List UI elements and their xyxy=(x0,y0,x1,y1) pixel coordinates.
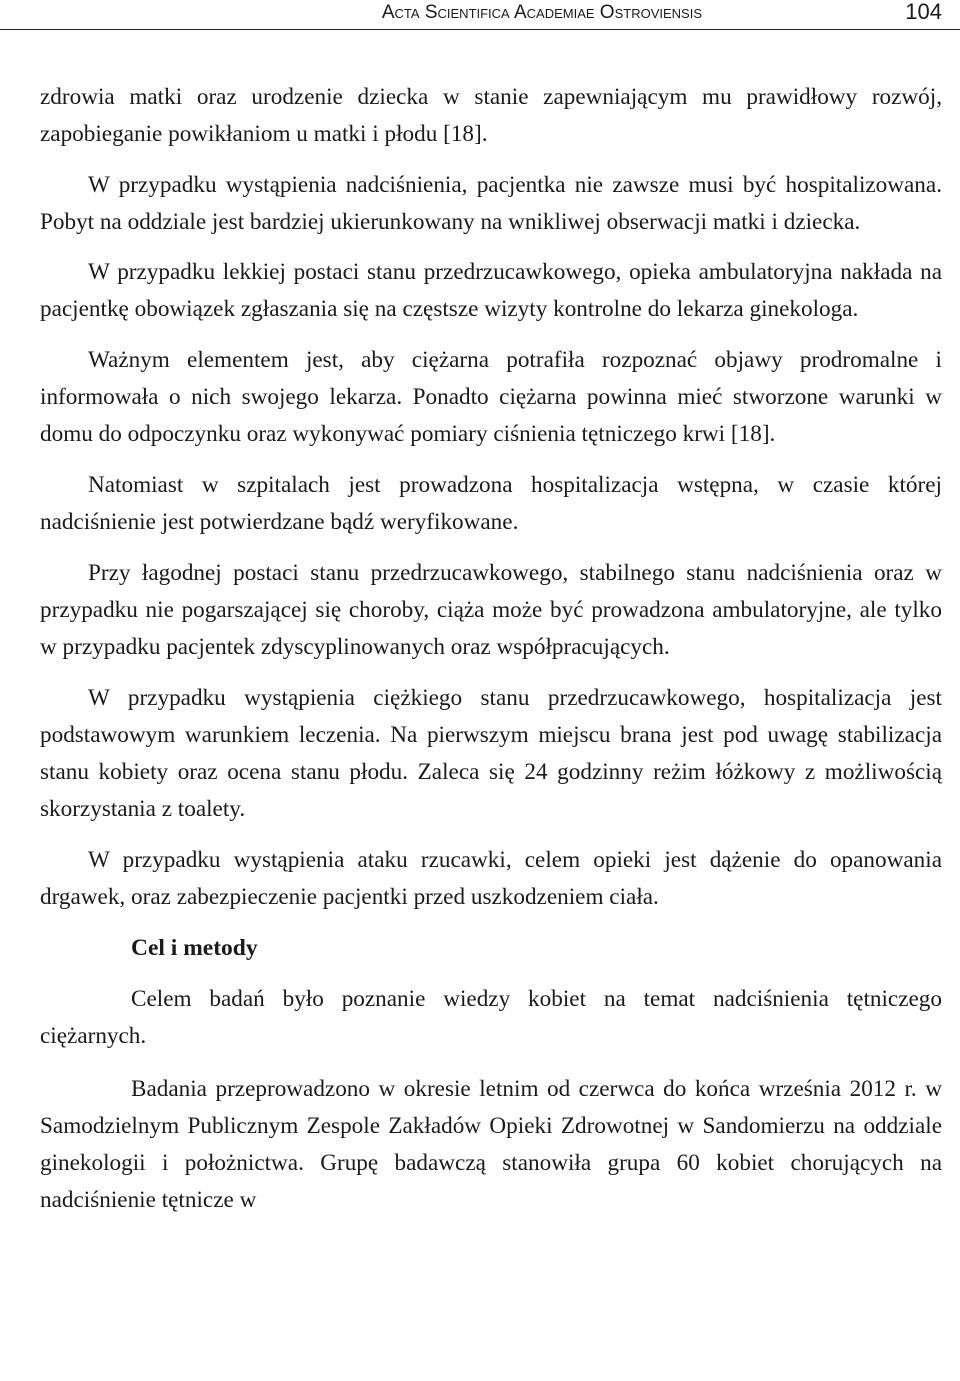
page-header xyxy=(0,0,960,30)
body-paragraph: Natomiast w szpitalach jest prowadzona hospitalizacja wstępna, w czasie której nadciśnienie jest potwierdzane bądź weryfikowane. xyxy=(40,472,942,535)
section-paragraph: Badania przeprowadzono w okresie letnim od czerwca do końca września 2012 r. w Samodzielnym Publicznym Zespole Zakładów Opieki Zdrowotnej w Sandomierzu na oddziale ginekologii i położnictwa. Grupę badawczą stanowiła grupa 60 kobiet chorujących na nadciśnienie tętnicze w xyxy=(40,1076,942,1213)
page-number: 104 xyxy=(905,0,942,24)
body-paragraph: W przypadku lekkiej postaci stanu przedrzucawkowego, opieka ambulatoryjna nakłada na pacjentkę obowiązek zgłaszania się na częstsze wizyty kontrolne do lekarza ginekologa. xyxy=(40,259,942,322)
article-body xyxy=(40,79,942,1219)
body-paragraph: zdrowia matki oraz urodzenie dziecka w stanie zapewniającym mu prawidłowy rozwój, zapobieganie powikłaniom u matki i płodu [18]. xyxy=(40,84,942,147)
body-paragraph: W przypadku wystąpienia ataku rzucawki, celem opieki jest dążenie do opanowania drgawek, oraz zabezpieczenie pacjentki przed uszkodzeniem ciała. xyxy=(40,847,942,910)
section-heading: Cel i metody xyxy=(131,935,258,961)
body-paragraph: Ważnym elementem jest, aby ciężarna potrafiła rozpoznać objawy prodromalne i informowała o nich swojego lekarza. Ponadto ciężarna powinna mieć stworzone warunki w domu do odpoczynku oraz wykonywać pomiary ciśnienia tętniczego krwi [18]. xyxy=(40,347,942,447)
body-paragraph: Przy łagodnej postaci stanu przedrzucawkowego, stabilnego stanu nadciśnienia oraz w przypadku nie pogarszającej się choroby, ciąża może być prowadzona ambulatoryjne, ale tylko w przypadku pacjentek zdyscyplinowanych oraz współpracujących. xyxy=(40,560,942,660)
body-paragraph: W przypadku wystąpienia nadciśnienia, pacjentka nie zawsze musi być hospitalizowana. Pobyt na oddziale jest bardziej ukierunkowany na wnikliwej obserwacji matki i dziecka. xyxy=(40,172,942,235)
section-paragraph: Celem badań było poznanie wiedzy kobiet na temat nadciśnienia tętniczego ciężarnych. xyxy=(40,986,942,1049)
body-paragraph: W przypadku wystąpienia ciężkiego stanu przedrzucawkowego, hospitalizacja jest podstawowym warunkiem leczenia. Na pierwszym miejscu brana jest pod uwagę stabilizacja stanu kobiety oraz ocena stanu płodu. Zaleca się 24 godzinny reżim łóżkowy z możliwością skorzystania z toalety. xyxy=(40,685,942,822)
journal-title: Acta Scientifica Academiae Ostroviensis xyxy=(381,2,702,23)
